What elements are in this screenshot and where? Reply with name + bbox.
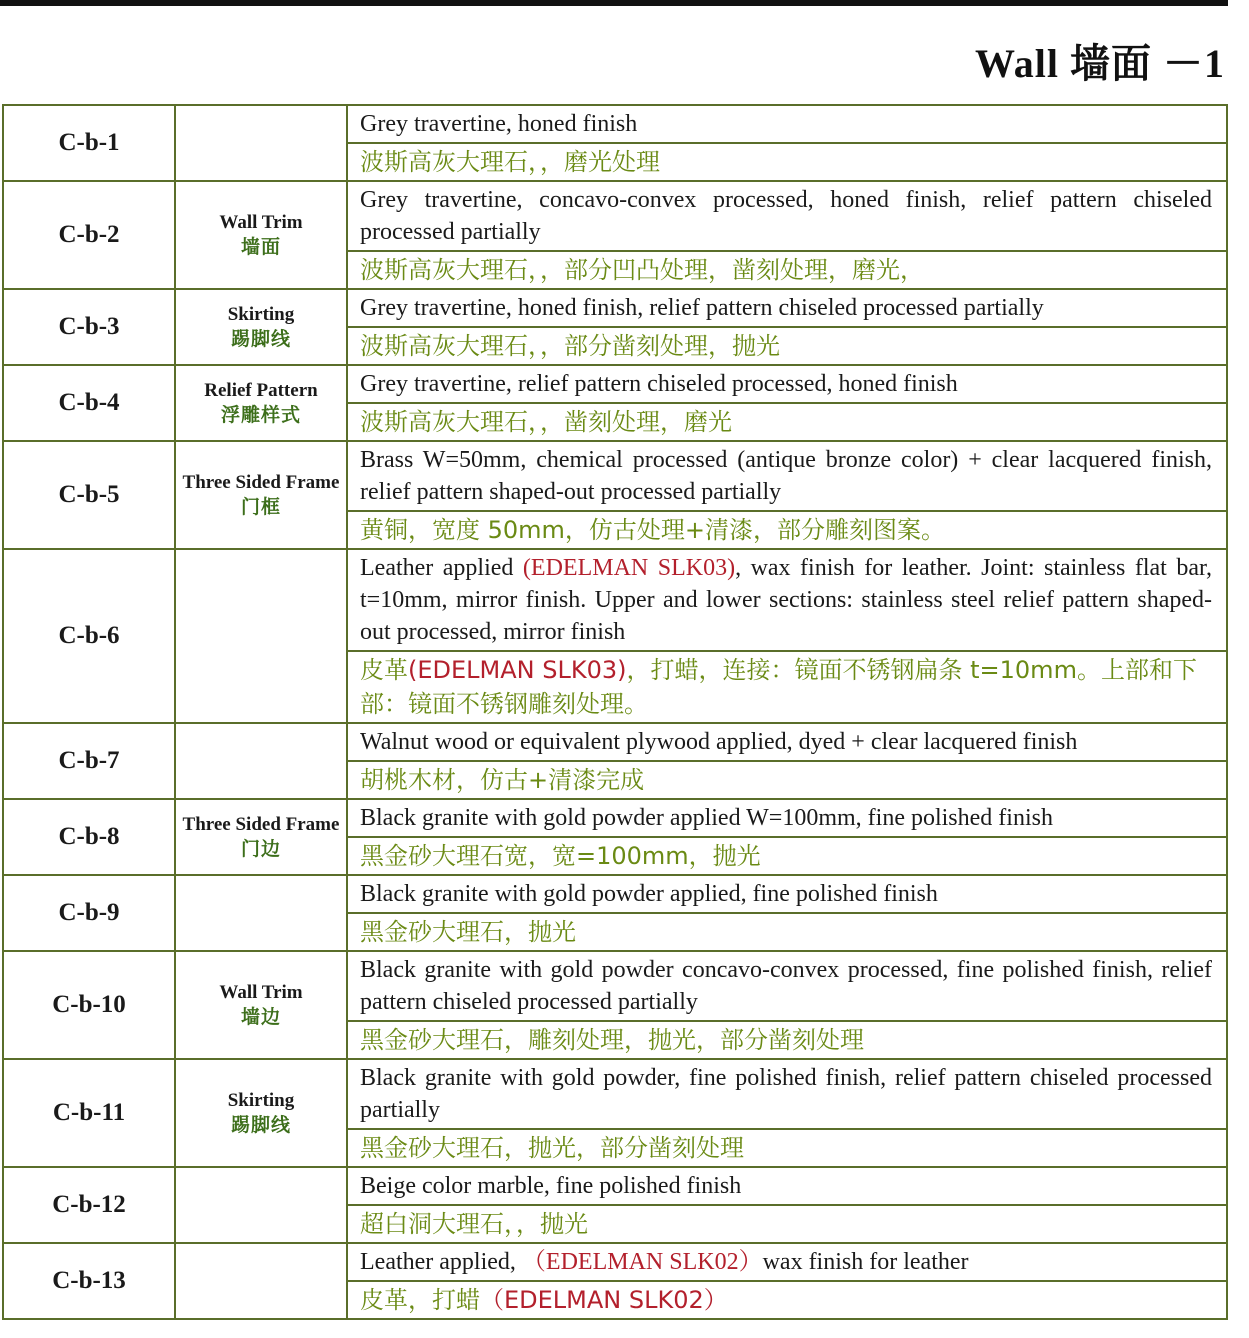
category-en: Skirting <box>227 304 295 325</box>
description-en-segment: Leather applied, <box>360 1249 522 1275</box>
description-en <box>348 182 1226 252</box>
category-en: Wall Trim <box>219 982 303 1003</box>
description-en <box>348 724 1226 762</box>
item-category <box>175 549 347 723</box>
description-cn <box>348 1022 1226 1058</box>
item-category <box>175 1059 347 1167</box>
category-cn: 踢脚线 <box>230 329 291 350</box>
item-code: C-b-2 <box>3 181 175 289</box>
category-en: Skirting <box>227 1090 295 1111</box>
category-cn: 踢脚线 <box>230 1115 291 1136</box>
description-cn-segment: 黑金砂大理石，雕刻处理，抛光，部分凿刻处理 <box>360 1026 864 1054</box>
top-rule <box>0 0 1228 6</box>
item-description <box>347 799 1227 875</box>
item-description <box>347 1243 1227 1319</box>
description-en-segment: （EDELMAN SLK02） <box>521 1249 763 1275</box>
item-category <box>175 441 347 549</box>
description-cn-segment: 黑金砂大理石，抛光，部分凿刻处理 <box>360 1134 744 1162</box>
table-row <box>3 549 1227 723</box>
description-cn <box>348 838 1226 874</box>
description-cn <box>348 328 1226 364</box>
item-code: C-b-12 <box>3 1167 175 1243</box>
description-en-segment: Black granite with gold powder, fine polished finish, relief pattern chiseled processed partially <box>360 1065 1212 1123</box>
table-row <box>3 723 1227 799</box>
table-row <box>3 1243 1227 1319</box>
description-en-segment: Grey travertine, relief pattern chiseled processed, honed finish <box>360 371 958 397</box>
description-en <box>348 550 1226 652</box>
description-en-segment: Walnut wood or equivalent plywood applied, dyed + clear lacquered finish <box>360 729 1078 755</box>
description-cn-segment: 超白洞大理石，，抛光 <box>360 1210 588 1238</box>
material-spec-table <box>2 104 1228 1320</box>
description-en <box>348 106 1226 144</box>
item-category <box>175 951 347 1059</box>
description-cn-segment: 黄铜，宽度 50mm，仿古处理+清漆，部分雕刻图案。 <box>360 516 946 544</box>
description-cn <box>348 144 1226 180</box>
category-en: Three Sided Frame <box>182 814 340 835</box>
item-code: C-b-10 <box>3 951 175 1059</box>
description-cn-segment: 黑金砂大理石宽，宽=100mm，抛光 <box>360 842 761 870</box>
description-en-segment: Beige color marble, fine polished finish <box>360 1173 742 1199</box>
description-cn-segment: 胡桃木材，仿古+清漆完成 <box>360 766 645 794</box>
description-cn <box>348 1206 1226 1242</box>
description-en <box>348 290 1226 328</box>
category-cn: 墙边 <box>240 1007 281 1028</box>
table-row <box>3 105 1227 181</box>
description-en-segment: wax finish for leather <box>762 1249 969 1275</box>
item-code: C-b-13 <box>3 1243 175 1319</box>
description-cn-segment: 皮革，打蜡 <box>360 1286 480 1314</box>
item-code: C-b-4 <box>3 365 175 441</box>
description-en-segment: Grey travertine, concavo-convex processed, honed finish, relief pattern chiseled processed partially <box>360 187 1212 245</box>
item-description <box>347 365 1227 441</box>
description-cn <box>348 652 1226 722</box>
item-code: C-b-7 <box>3 723 175 799</box>
item-category <box>175 723 347 799</box>
item-description <box>347 1059 1227 1167</box>
page-title: Wall 墙面 －1 <box>974 41 1225 86</box>
item-description <box>347 875 1227 951</box>
category-cn: 门框 <box>240 497 281 518</box>
table-row <box>3 441 1227 549</box>
item-category <box>175 181 347 289</box>
table-row <box>3 875 1227 951</box>
description-cn-segment: （EDELMAN SLK02） <box>480 1286 728 1314</box>
description-cn-segment: (EDELMAN SLK03) <box>408 656 627 684</box>
description-en-segment: , wax finish for leather. Joint: stainless flat bar, t=10mm, mirror finish. Upper and lower sections: stainless steel relief pattern shaped-out processed, mirror finish <box>360 555 1212 645</box>
item-description <box>347 549 1227 723</box>
item-description <box>347 181 1227 289</box>
item-category <box>175 1167 347 1243</box>
description-en-segment: Black granite with gold powder applied W=100mm, fine polished finish <box>360 805 1053 831</box>
description-cn-segment: 皮革 <box>360 656 408 684</box>
table-row <box>3 1167 1227 1243</box>
item-description <box>347 723 1227 799</box>
table-row <box>3 951 1227 1059</box>
item-description <box>347 1167 1227 1243</box>
item-category <box>175 1243 347 1319</box>
description-cn <box>348 1130 1226 1166</box>
item-description <box>347 105 1227 181</box>
description-en-segment: Black granite with gold powder applied, fine polished finish <box>360 881 938 907</box>
table-row <box>3 799 1227 875</box>
description-en <box>348 1168 1226 1206</box>
table-row <box>3 1059 1227 1167</box>
item-category <box>175 875 347 951</box>
description-en <box>348 800 1226 838</box>
category-en: Relief Pattern <box>204 380 318 401</box>
description-en-segment: Grey travertine, honed finish <box>360 111 638 137</box>
category-cn: 浮雕样式 <box>220 405 301 426</box>
description-cn-segment: 波斯高灰大理石，，凿刻处理，磨光 <box>360 408 732 436</box>
category-en: Wall Trim <box>219 212 303 233</box>
table-row <box>3 289 1227 365</box>
item-description <box>347 289 1227 365</box>
description-cn <box>348 762 1226 798</box>
description-en <box>348 366 1226 404</box>
description-cn <box>348 512 1226 548</box>
description-cn-segment: 波斯高灰大理石，，磨光处理 <box>360 148 660 176</box>
description-en-segment: Grey travertine, honed finish, relief pattern chiseled processed partially <box>360 295 1044 321</box>
description-en <box>348 1244 1226 1282</box>
table-body <box>3 105 1227 1319</box>
item-category <box>175 289 347 365</box>
description-en-segment: Black granite with gold powder concavo-convex processed, fine polished finish, relief pattern chiseled processed partially <box>360 957 1212 1015</box>
description-cn <box>348 252 1226 288</box>
item-code: C-b-5 <box>3 441 175 549</box>
item-code: C-b-3 <box>3 289 175 365</box>
description-cn-segment: 波斯高灰大理石，，部分凹凸处理，凿刻处理，磨光， <box>360 256 924 284</box>
description-en <box>348 952 1226 1022</box>
category-en: Three Sided Frame <box>182 472 340 493</box>
item-code: C-b-6 <box>3 549 175 723</box>
description-en-segment: (EDELMAN SLK03) <box>522 555 736 581</box>
item-code: C-b-1 <box>3 105 175 181</box>
description-en <box>348 1060 1226 1130</box>
item-category <box>175 365 347 441</box>
category-cn: 墙面 <box>240 237 281 258</box>
category-cn: 门边 <box>240 839 281 860</box>
item-description <box>347 441 1227 549</box>
description-cn-segment: 波斯高灰大理石，，部分凿刻处理，抛光 <box>360 332 780 360</box>
description-cn-segment: 黑金砂大理石，抛光 <box>360 918 576 946</box>
description-cn <box>348 1282 1226 1318</box>
description-cn <box>348 404 1226 440</box>
description-en-segment: Leather applied <box>360 555 523 581</box>
item-description <box>347 951 1227 1059</box>
description-en-segment: Brass W=50mm, chemical processed (antique bronze color) + clear lacquered finish, relief pattern shaped-out processed partially <box>360 447 1212 505</box>
description-en <box>348 442 1226 512</box>
table-row <box>3 365 1227 441</box>
description-cn <box>348 914 1226 950</box>
item-code: C-b-9 <box>3 875 175 951</box>
item-category <box>175 799 347 875</box>
item-category <box>175 105 347 181</box>
table-row <box>3 181 1227 289</box>
description-en <box>348 876 1226 914</box>
description-cn-segment: ，打蜡，连接：镜面不锈钢扁条 t=10mm。上部和下部：镜面不锈钢雕刻处理。 <box>360 656 1197 718</box>
item-code: C-b-8 <box>3 799 175 875</box>
item-code: C-b-11 <box>3 1059 175 1167</box>
